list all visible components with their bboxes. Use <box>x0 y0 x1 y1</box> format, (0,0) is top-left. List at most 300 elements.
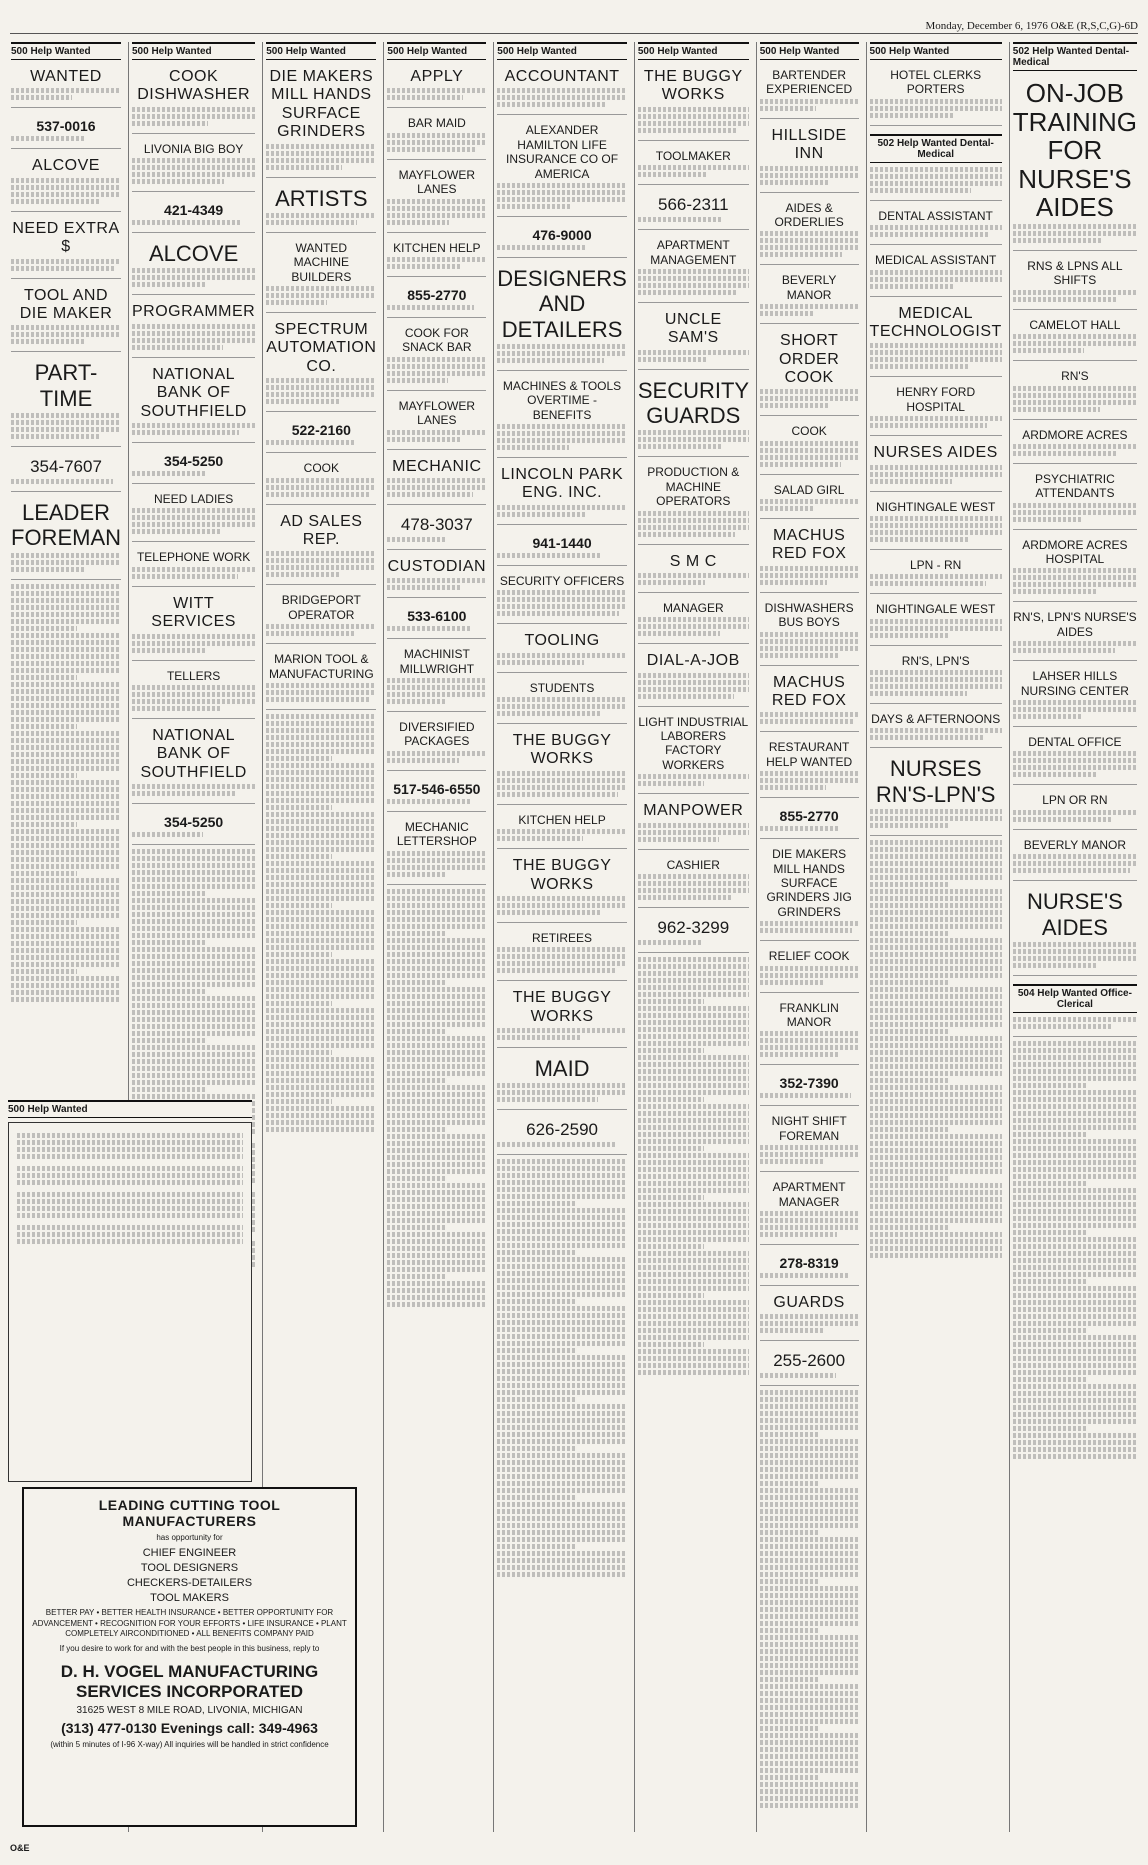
fine-print <box>760 1803 859 1808</box>
fine-print <box>638 687 749 692</box>
fine-print <box>760 1747 859 1752</box>
fine-print <box>870 987 1002 992</box>
ad-title: KITCHEN HELP <box>518 812 606 827</box>
fine-print <box>387 1120 486 1125</box>
fine-print <box>266 1092 376 1097</box>
fine-print <box>497 1390 627 1395</box>
fine-print <box>266 385 376 390</box>
fine-print <box>11 962 121 967</box>
fine-print <box>132 996 255 1001</box>
fine-print <box>1013 1174 1137 1179</box>
fine-print <box>387 1085 486 1090</box>
fine-print <box>870 1106 1002 1111</box>
fine-print <box>1013 1391 1137 1396</box>
ad-title: WANTED <box>30 68 102 85</box>
classified-ad <box>387 164 486 233</box>
fine-print <box>497 590 627 595</box>
fine-print <box>638 823 749 828</box>
fine-print <box>638 217 722 222</box>
fine-print <box>132 641 255 646</box>
fine-print <box>870 284 953 289</box>
ad-title: DISHWASHERS BUS BOYS <box>764 600 854 630</box>
fine-print <box>760 1052 838 1057</box>
ad-title: COOK <box>303 461 339 476</box>
fine-print <box>497 704 627 709</box>
fine-print <box>387 865 486 870</box>
classified-ad <box>266 182 376 233</box>
section-header: 500 Help Wanted <box>11 42 121 60</box>
fine-print <box>1013 1104 1137 1109</box>
fine-print <box>132 961 255 966</box>
fine-print <box>497 1187 627 1192</box>
fine-print <box>870 1134 1002 1139</box>
classified-ad <box>387 775 486 812</box>
fine-print <box>387 220 448 225</box>
fine-print <box>497 1572 627 1577</box>
fine-print <box>387 1288 486 1293</box>
vogel-position: TOOL DESIGNERS <box>140 1562 239 1575</box>
fine-print <box>1013 1048 1137 1053</box>
fine-print <box>1013 1167 1137 1172</box>
fine-print <box>11 934 121 939</box>
classified-ad <box>387 716 486 771</box>
fine-print <box>387 758 458 763</box>
fine-print <box>11 997 121 1002</box>
fine-print <box>387 952 486 957</box>
fine-print <box>132 877 255 882</box>
classified-ad <box>870 130 1002 201</box>
ad-title: CASHIER <box>666 857 720 872</box>
fine-print <box>11 815 121 820</box>
fine-print <box>387 980 446 985</box>
fine-print <box>870 626 1002 631</box>
fine-print <box>870 959 1002 964</box>
fine-print <box>497 660 584 665</box>
fine-print <box>1013 1251 1137 1256</box>
classified-ad <box>1013 424 1137 464</box>
classified-ad <box>387 602 486 639</box>
fine-print <box>638 694 734 699</box>
fine-print <box>132 121 208 126</box>
ad-title: LEADER FOREMAN <box>11 499 121 551</box>
fine-print <box>266 1036 376 1041</box>
fine-print <box>497 1565 627 1570</box>
ad-title: MECHANIC <box>392 457 482 475</box>
fine-print <box>497 1474 627 1479</box>
ad-title: TELLERS <box>166 668 221 683</box>
fine-print <box>760 1586 859 1591</box>
fine-print <box>638 1356 749 1361</box>
fine-print <box>387 133 486 138</box>
fine-print <box>760 1093 851 1098</box>
ad-phone: 522-2160 <box>291 422 351 439</box>
ad-phone: 626-2590 <box>526 1120 598 1140</box>
fine-print <box>870 416 1002 421</box>
fine-print <box>760 1432 819 1437</box>
classified-ad <box>870 301 1002 378</box>
ad-title: BEVERLY MANOR <box>781 273 837 302</box>
fine-print <box>760 99 859 104</box>
fine-print <box>870 1197 1002 1202</box>
fine-print <box>266 896 376 901</box>
fine-print <box>497 1425 627 1430</box>
fine-print <box>11 759 121 764</box>
fine-print <box>638 283 749 288</box>
fine-print <box>1013 238 1101 243</box>
fine-print <box>497 1551 627 1556</box>
fine-print <box>266 889 376 894</box>
fine-print <box>11 178 121 183</box>
fine-print <box>870 1085 1002 1090</box>
fine-print <box>11 640 121 645</box>
fine-print <box>387 1169 486 1174</box>
ad-title: BARTENDER EXPERIENCED <box>766 68 853 97</box>
fine-print <box>760 1031 859 1036</box>
fine-print <box>760 1211 859 1216</box>
fine-print <box>11 689 121 694</box>
ad-title: NEED EXTRA $ <box>12 219 120 256</box>
fine-print <box>1013 1090 1137 1095</box>
fine-print <box>638 1111 749 1116</box>
ad-title: RNS & LPNS ALL SHIFTS <box>1027 258 1123 288</box>
fine-print <box>497 597 627 602</box>
vogel-position: TOOL MAKERS <box>150 1592 229 1605</box>
fine-print <box>760 403 828 408</box>
classified-ad <box>1013 365 1137 419</box>
fine-print <box>1013 1188 1137 1193</box>
boxed-ad <box>8 1122 252 1482</box>
fine-print <box>387 1239 486 1244</box>
fine-print <box>1013 1069 1137 1074</box>
fine-print <box>132 282 207 287</box>
fine-print <box>1013 1342 1137 1347</box>
ad-phone: 517-546-6550 <box>393 780 481 797</box>
classified-ad <box>387 643 486 712</box>
fine-print <box>870 181 1002 186</box>
fine-print <box>1013 817 1114 822</box>
classified-ad <box>266 509 376 586</box>
fine-print <box>497 653 627 658</box>
fine-print <box>870 889 1002 894</box>
fine-print <box>11 95 72 100</box>
ad-title: MAYFLOWER LANES <box>398 398 476 428</box>
ad-phone: 566-2311 <box>657 195 729 215</box>
fine-print <box>870 479 952 484</box>
fine-print <box>387 1204 486 1209</box>
fine-print <box>497 697 627 702</box>
fine-print <box>387 578 486 583</box>
ad-title: SECURITY GUARDS <box>637 377 750 429</box>
fine-print <box>760 1495 859 1500</box>
fine-print <box>387 1267 486 1272</box>
fine-print <box>387 685 486 690</box>
fine-print <box>870 633 951 638</box>
fine-print <box>1013 861 1137 866</box>
fine-print <box>497 445 568 450</box>
classified-ad <box>638 189 749 230</box>
fine-print <box>11 332 121 337</box>
ad-phone: 354-5250 <box>164 453 224 470</box>
classified-ad <box>11 451 121 492</box>
fine-print <box>387 945 486 950</box>
fine-print <box>387 938 486 943</box>
fine-print <box>497 1208 627 1213</box>
fine-print <box>497 1180 627 1185</box>
fine-print <box>497 1509 627 1514</box>
fine-print <box>266 1106 376 1111</box>
fine-print <box>11 871 77 876</box>
fine-print <box>760 1621 859 1626</box>
fine-print <box>497 1488 627 1493</box>
fine-print <box>870 1190 1002 1195</box>
ad-title: FRANKLIN MANOR <box>779 1000 839 1029</box>
fine-print <box>760 106 816 111</box>
section-header: 500 Help Wanted <box>638 42 749 60</box>
classified-ad <box>266 457 376 504</box>
fine-print <box>497 1222 627 1227</box>
fine-print <box>1013 1230 1088 1235</box>
classified-ad <box>1013 980 1137 1037</box>
fine-print <box>638 1321 749 1326</box>
fine-print <box>870 861 1002 866</box>
fine-print <box>266 1127 376 1132</box>
fine-print <box>638 107 749 112</box>
fine-print <box>497 1250 575 1255</box>
fine-print <box>266 624 376 629</box>
fine-print <box>760 1600 859 1605</box>
fine-print <box>760 1649 859 1654</box>
fine-print <box>760 1579 819 1584</box>
fine-print <box>266 440 355 445</box>
vogel-address: 31625 WEST 8 MILE ROAD, LIVONIA, MICHIGAN <box>76 1705 303 1717</box>
fine-print <box>132 1017 255 1022</box>
fine-print <box>760 1045 859 1050</box>
fine-print <box>387 1295 486 1300</box>
classified-ad <box>11 283 121 353</box>
fine-print <box>760 180 829 185</box>
classified-ad <box>870 650 1002 704</box>
ad-phone: 255-2600 <box>773 1351 846 1371</box>
fine-print <box>497 778 627 783</box>
fine-print <box>266 1064 376 1069</box>
fine-print <box>132 884 255 889</box>
fine-print <box>1013 765 1137 770</box>
fine-print <box>1013 1328 1088 1333</box>
fine-print <box>266 903 332 908</box>
fine-print <box>387 751 486 756</box>
ad-title: NURSES AIDES <box>873 444 998 462</box>
ad-title: MACHUS RED FOX <box>771 527 847 563</box>
ad-title: STUDENTS <box>529 680 595 695</box>
fine-print <box>266 631 354 636</box>
fine-print <box>760 1684 859 1689</box>
fine-print <box>1013 1195 1137 1200</box>
fine-print <box>870 516 1002 521</box>
fine-print <box>387 88 486 93</box>
fine-print <box>387 903 486 908</box>
ad-title: DENTAL OFFICE <box>1028 735 1122 750</box>
fine-print <box>11 199 100 204</box>
fine-print <box>497 1376 627 1381</box>
fine-print <box>266 959 376 964</box>
fine-print <box>132 179 224 184</box>
ad-title: HOTEL CLERKS PORTERS <box>890 68 982 97</box>
fine-print <box>760 231 859 236</box>
fine-print <box>11 857 121 862</box>
fine-print <box>870 910 1002 915</box>
ad-title: SALAD GIRL <box>773 482 845 497</box>
classified-ad <box>760 843 859 941</box>
fine-print <box>760 304 859 309</box>
fine-print <box>870 1120 1002 1125</box>
fine-print <box>760 1677 819 1682</box>
fine-print <box>497 910 599 915</box>
fine-print <box>638 1258 749 1263</box>
ad-title: NIGHTINGALE WEST <box>875 602 996 617</box>
fine-print <box>497 1327 627 1332</box>
fine-print <box>497 1383 627 1388</box>
fine-print <box>497 1271 627 1276</box>
ad-title: NURSE'S AIDES <box>1026 889 1123 940</box>
classified-ad <box>760 736 859 798</box>
fine-print <box>1013 700 1137 705</box>
fine-print <box>870 523 1002 528</box>
fine-print <box>638 1279 749 1284</box>
fine-print <box>11 325 121 330</box>
fine-print <box>638 830 749 835</box>
vogel-position: CHIEF ENGINEER <box>142 1547 237 1560</box>
fine-print <box>387 1197 486 1202</box>
fine-print <box>11 724 77 729</box>
fine-print <box>387 1155 486 1160</box>
fine-print <box>1013 1398 1137 1403</box>
classified-ad <box>266 416 376 453</box>
classified-ad <box>638 234 749 303</box>
classified-ad <box>132 808 255 845</box>
fine-print <box>497 1166 627 1171</box>
fine-print <box>1013 575 1137 580</box>
section-header: 500 Help Wanted <box>760 42 859 60</box>
fine-print <box>387 357 486 362</box>
fine-print <box>1013 589 1099 594</box>
fine-print <box>266 875 376 880</box>
fine-print <box>387 437 460 442</box>
fine-print <box>760 1593 859 1598</box>
fine-print <box>638 1293 705 1298</box>
fine-print <box>1013 386 1137 391</box>
classified-ad <box>870 598 1002 645</box>
fine-print <box>11 808 121 813</box>
classified-ad <box>497 1114 627 1155</box>
fine-print <box>638 1062 749 1067</box>
fine-print <box>760 1768 859 1773</box>
fine-print <box>638 165 749 170</box>
fine-print <box>132 508 255 513</box>
fine-print <box>11 259 121 264</box>
fine-print <box>638 444 721 449</box>
section-header: 500 Help Wanted <box>497 42 627 60</box>
fine-print <box>760 646 859 651</box>
fine-print <box>132 856 255 861</box>
classified-ad <box>870 496 1002 550</box>
classified-ad <box>132 237 255 295</box>
classified-ad <box>760 269 859 324</box>
fine-print <box>497 1369 627 1374</box>
ad-title: DENTAL ASSISTANT <box>878 208 993 223</box>
fine-print <box>497 1397 575 1402</box>
fine-print <box>638 276 749 281</box>
fine-print <box>1013 751 1137 756</box>
fine-print <box>497 1215 627 1220</box>
fine-print <box>266 910 376 915</box>
fine-print <box>266 840 376 845</box>
classified-ad <box>870 381 1002 436</box>
ad-title: BEVERLY MANOR <box>1023 837 1127 852</box>
fine-print <box>497 95 627 100</box>
ad-title: ACCOUNTANT <box>504 68 620 85</box>
classified-ad <box>132 64 255 134</box>
fine-print <box>497 1418 627 1423</box>
classified-ad <box>760 479 859 519</box>
fine-print <box>760 1509 859 1514</box>
fine-print <box>387 1099 486 1104</box>
fine-print <box>870 1141 1002 1146</box>
fine-print <box>266 572 340 577</box>
fine-print <box>497 829 627 834</box>
fine-print <box>638 1307 749 1312</box>
ad-phone: 352-7390 <box>779 1075 839 1092</box>
classified-ad <box>1013 75 1137 251</box>
fine-print <box>760 1572 859 1577</box>
fine-print <box>760 1537 859 1542</box>
fine-print <box>638 985 749 990</box>
fine-print <box>387 1078 446 1083</box>
fine-print <box>132 1087 206 1092</box>
fine-print <box>266 1008 376 1013</box>
fine-print <box>1013 231 1137 236</box>
fine-print <box>266 690 376 695</box>
fine-print <box>760 778 859 783</box>
fine-print <box>1013 1370 1137 1375</box>
fine-print <box>11 976 121 981</box>
fine-print <box>1013 341 1137 346</box>
fine-print <box>760 455 859 460</box>
classified-ad <box>387 237 486 277</box>
classified-ad <box>1013 255 1137 310</box>
fine-print <box>1013 224 1137 229</box>
fine-print <box>497 792 618 797</box>
fine-print <box>870 472 1002 477</box>
fine-print <box>11 427 121 432</box>
fine-print <box>387 1064 486 1069</box>
fine-print <box>870 868 1002 873</box>
fine-print <box>760 1439 859 1444</box>
fine-print <box>11 88 121 93</box>
fine-print <box>638 1300 749 1305</box>
fine-print <box>760 1467 859 1472</box>
fine-print <box>132 982 255 987</box>
classified-ad <box>1013 468 1137 530</box>
fine-print <box>132 574 238 579</box>
fine-print <box>760 1481 819 1486</box>
fine-print <box>497 1173 627 1178</box>
fine-print <box>11 752 121 757</box>
fine-print <box>497 431 627 436</box>
fine-print <box>1013 1349 1137 1354</box>
fine-print <box>870 99 1002 104</box>
fine-print <box>387 378 447 383</box>
fine-print <box>497 604 627 609</box>
